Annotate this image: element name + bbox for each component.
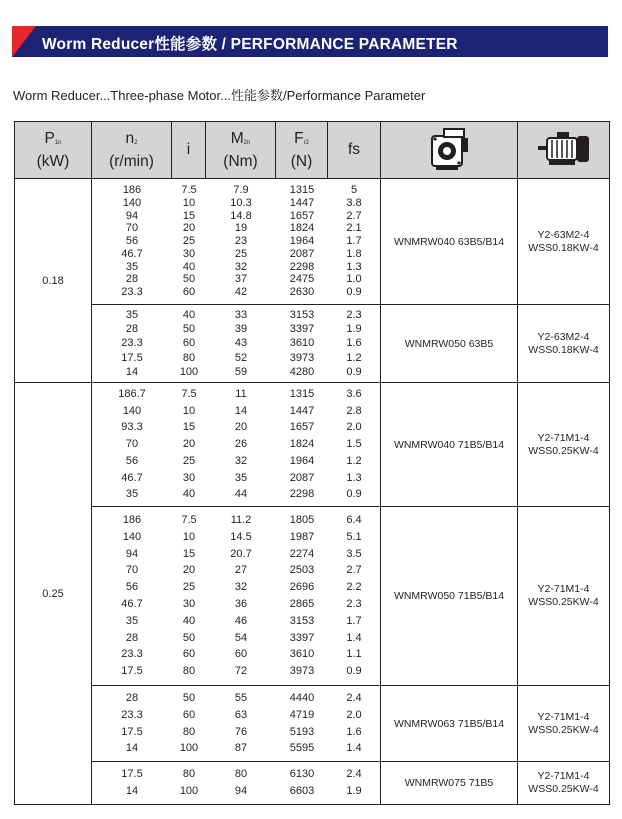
motor-model: Y2-63M2-4 WSS0.18KW-4 (518, 179, 610, 305)
header-reducer (381, 122, 518, 179)
worm-reducer-icon (426, 128, 472, 172)
motor-model: Y2-71M1-4 WSS0.25KW-4 (518, 507, 610, 686)
section-banner (12, 26, 608, 57)
header-output-speed: $n_2$ (r/min) (92, 122, 172, 179)
reducer-model: WNMRW050 71B5/B14 (381, 507, 518, 686)
header-ratio: i (172, 122, 206, 179)
reducer-model: WNMRW063 71B5/B14 (381, 686, 518, 762)
electric-motor-icon (535, 130, 593, 170)
reducer-model: WNMRW040 71B5/B14 (381, 383, 518, 507)
data-block: 186.7 140 93.3 70 56 46.7 35 7.5 10 15 20 25 30 40 11 14 20 26 32 35 44 1315 1447 1657 1824 1964 2087 2298 3.6 2.8 2.0 1.5 1.2 1.3 0.9 (92, 383, 381, 507)
data-block: 186 140 94 70 56 46.7 35 28 23.3 7.5 10 15 20 25 30 40 50 60 7.9 10.3 14.8 19 23 25 32 37 42 1315 1447 1657 1824 1964 2087 2298 2475 2630 5 3.8 2.7 2.1 1.7 1.8 1.3 1.0 0.9 (92, 179, 381, 305)
data-block: 17.5 14 80 100 80 94 6130 6603 2.4 1.9 (92, 762, 381, 805)
motor-model: Y2-63M2-4 WSS0.18KW-4 (518, 305, 610, 383)
power-cell: 0.18 (15, 179, 92, 383)
reducer-model: WNMRW050 63B5 (381, 305, 518, 383)
header-torque: $M_{2n}$ (Nm) (206, 122, 276, 179)
motor-model: Y2-71M1-4 WSS0.25KW-4 (518, 686, 610, 762)
reducer-model: WNMRW040 63B5/B14 (381, 179, 518, 305)
table-row (15, 507, 610, 686)
table-row (15, 179, 610, 305)
table-subtitle: Worm Reducer...Three-phase Motor...性能参数/Performance Parameter (13, 88, 426, 103)
data-block: 35 28 23.3 17.5 14 40 50 60 80 100 33 39 43 52 59 3153 3397 3610 3973 4280 2.3 1.9 1.6 1.2 0.9 (92, 305, 381, 383)
data-block: 186 140 94 70 56 46.7 35 28 23.3 17.5 7.5 10 15 20 25 30 40 50 60 80 11.2 14.5 20.7 27 32 36 46 54 60 72 1805 1987 2274 2503 2696 2865 3153 3397 3610 3973 6.4 5.1 3.5 2.7 2.2 2.3 1.7 1.4 1.1 0.9 (92, 507, 381, 686)
header-radial-load: $F_{r2}$ (N) (276, 122, 328, 179)
table-header-row (15, 122, 610, 179)
header-service-factor: fs (328, 122, 381, 179)
banner-accent (12, 26, 36, 57)
performance-table (14, 121, 610, 805)
table-row (15, 762, 610, 805)
reducer-model: WNMRW075 71B5 (381, 762, 518, 805)
motor-model: Y2-71M1-4 WSS0.25KW-4 (518, 762, 610, 805)
table-row (15, 305, 610, 383)
table-row (15, 383, 610, 507)
table-row (15, 686, 610, 762)
banner-title: Worm Reducer性能参数 / PERFORMANCE PARAMETER (42, 36, 458, 53)
header-power: $P_{1n}$ (kW) (15, 122, 92, 179)
motor-model: Y2-71M1-4 WSS0.25KW-4 (518, 383, 610, 507)
data-block: 28 23.3 17.5 14 50 60 80 100 55 63 76 87 4440 4719 5193 5595 2.4 2.0 1.6 1.4 (92, 686, 381, 762)
power-cell: 0.25 (15, 383, 92, 805)
header-motor (518, 122, 610, 179)
